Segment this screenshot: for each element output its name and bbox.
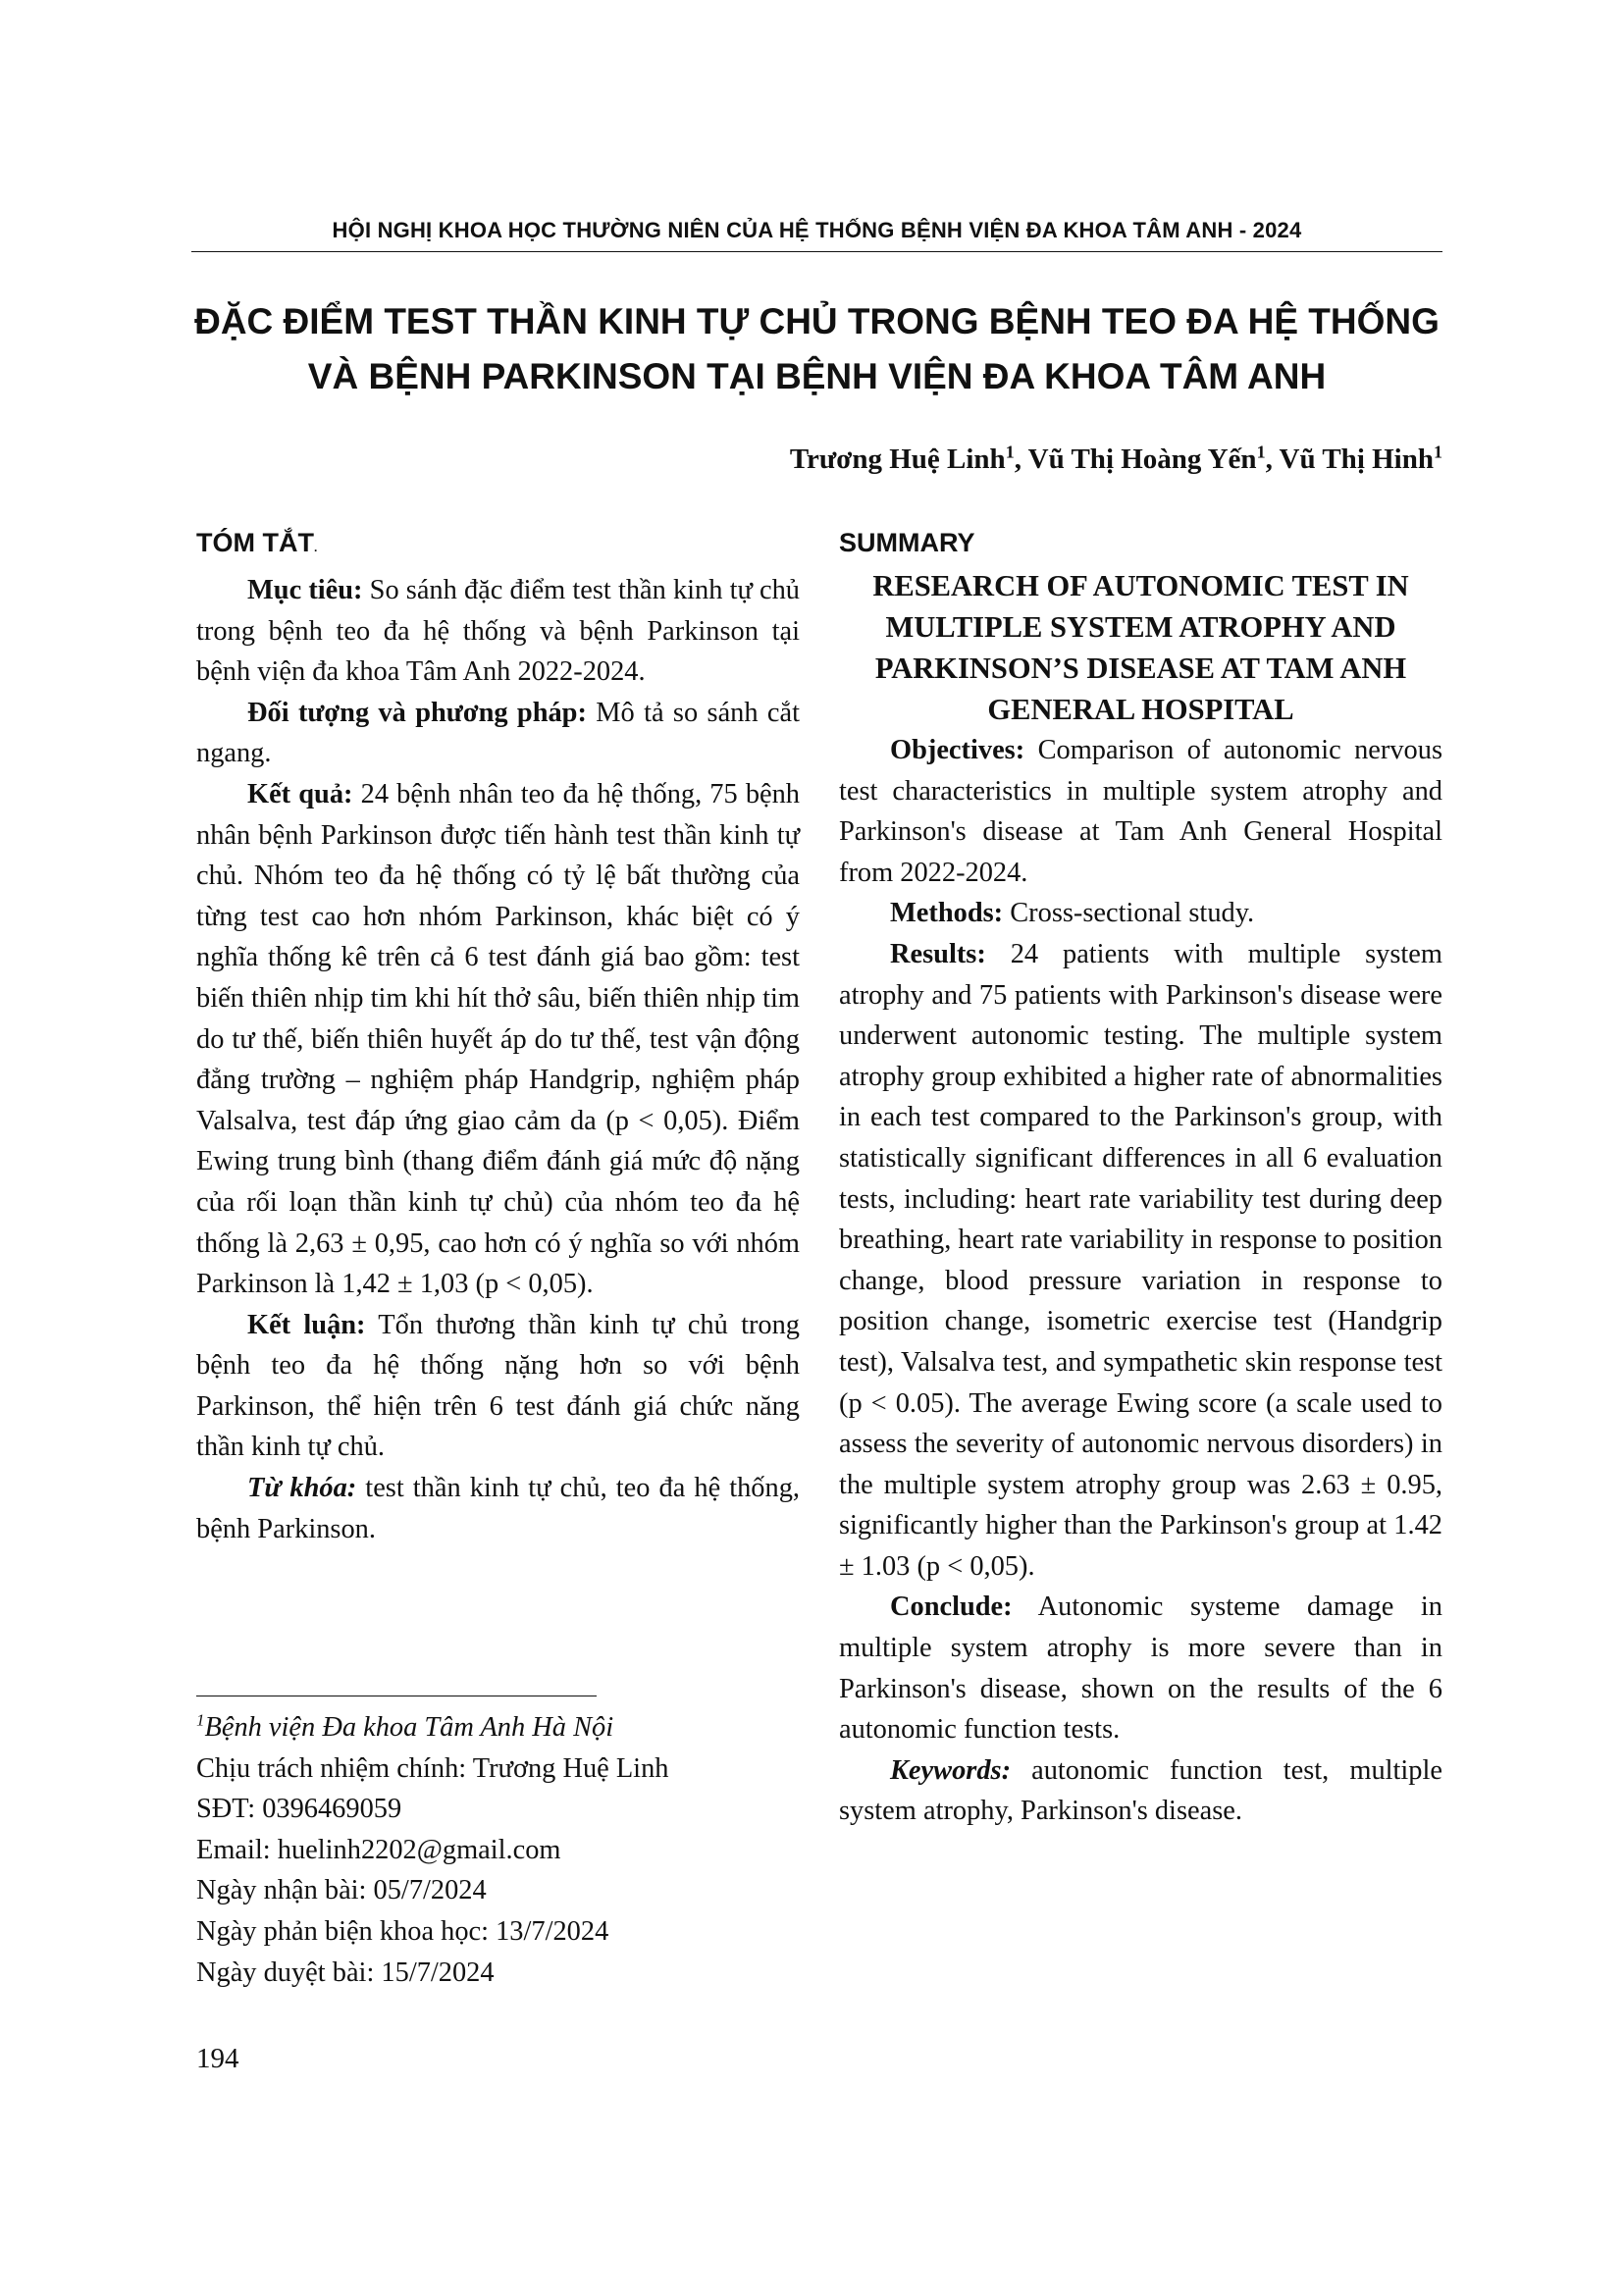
vietnamese-abstract bbox=[196, 520, 800, 1549]
vi-conclusion-label: Kết luận: bbox=[247, 1309, 366, 1340]
vi-keywords-paragraph bbox=[196, 1468, 800, 1549]
en-methods-paragraph bbox=[839, 893, 1442, 934]
vi-results-text: 24 bệnh nhân teo đa hệ thống, 75 bệnh nhân bệnh Parkinson được tiến hành test thần kinh tự chủ. Nhóm teo đa hệ thống có tỷ lệ bất thường của từng test cao hơn nhóm Parkinson, khác biệt có ý nghĩa thống kê trên cả 6 test đánh giá bao gồm: test biến thiên nhịp tim khi hít thở sâu, biến thiên nhịp tim do tư thế, biến thiên huyết áp do tư thế, test vận động đẳng trường – nghiệm pháp Handgrip, nghiệm pháp Valsalva, test đáp ứng giao cảm da (p < 0,05). Điểm Ewing trung bình (thang điểm đánh giá mức độ nặng của rối loạn thần kinh tự chủ) của nhóm teo đa hệ thống là 2,63 ± 0,95, cao hơn có ý nghĩa so với nhóm Parkinson là 1,42 ± 1,03 (p < 0,05). bbox=[196, 778, 801, 1300]
footnote-affiliation bbox=[196, 1707, 805, 1748]
author-1: Trương Huệ Linh bbox=[789, 444, 1006, 475]
vi-results-paragraph bbox=[196, 774, 800, 1305]
footnote-review-date: Ngày phản biện khoa học: 13/7/2024 bbox=[196, 1915, 609, 1947]
en-methods-label: Methods: bbox=[890, 898, 1004, 929]
en-title-line: GENERAL HOSPITAL bbox=[987, 693, 1294, 726]
en-title-line: RESEARCH OF AUTONOMIC TEST IN bbox=[872, 569, 1409, 602]
en-abstract-heading: SUMMARY bbox=[839, 528, 975, 557]
en-conclude-paragraph bbox=[839, 1587, 1442, 1749]
en-title-line: PARKINSON’S DISEASE AT TAM ANH bbox=[874, 652, 1407, 685]
author-3-affil: 1 bbox=[1434, 442, 1442, 462]
title-line-2: VÀ BỆNH PARKINSON TẠI BỆNH VIỆN ĐA KHOA TÂM ANH bbox=[307, 356, 1327, 396]
en-article-title bbox=[839, 565, 1442, 730]
footnote-received-date: Ngày nhận bài: 05/7/2024 bbox=[196, 1875, 487, 1906]
page-number: 194 bbox=[196, 2043, 239, 2074]
footnote-accepted-date: Ngày duyệt bài: 15/7/2024 bbox=[196, 1957, 495, 1988]
en-results-paragraph bbox=[839, 934, 1442, 1588]
author-separator: , bbox=[1265, 444, 1280, 475]
en-objectives-paragraph bbox=[839, 730, 1442, 893]
running-header: HỘI NGHỊ KHOA HỌC THƯỜNG NIÊN CỦA HỆ THỐNG BỆNH VIỆN ĐA KHOA TÂM ANH - 2024 bbox=[332, 218, 1302, 242]
affiliation-mark: 1 bbox=[196, 1710, 205, 1730]
vi-objective-text: So sánh đặc điểm test thần kinh tự chủ trong bệnh teo đa hệ thống và bệnh Parkinson tại bệnh viện đa khoa Tâm Anh 2022-2024. bbox=[196, 575, 800, 688]
en-title-line: MULTIPLE SYSTEM ATROPHY AND bbox=[885, 610, 1396, 644]
vi-keywords-text: test thần kinh tự chủ, teo đa hệ thống, bệnh Parkinson. bbox=[196, 1473, 800, 1544]
affiliation-text: Bệnh viện Đa khoa Tâm Anh Hà Nội bbox=[204, 1712, 614, 1743]
en-keywords-label: Keywords: bbox=[890, 1754, 1012, 1786]
en-objectives-text: Comparison of autonomic nervous test characteristics in multiple system atrophy and Parkinson's disease at Tam Anh General Hospital from 2022-2024. bbox=[839, 735, 1442, 888]
vi-results-label: Kết quả: bbox=[247, 778, 353, 809]
footnote-phone: SĐT: 0396469059 bbox=[196, 1794, 402, 1825]
author-2: Vũ Thị Hoàng Yến bbox=[1027, 444, 1257, 475]
en-conclude-text: Autonomic systeme damage in multiple system atrophy is more severe than in Parkinson's disease, shown on the results of the 6 autonomic function tests. bbox=[839, 1592, 1442, 1746]
vi-heading-text: TÓM TẮT bbox=[196, 528, 314, 557]
vi-methods-text: Mô tả so sánh cắt ngang. bbox=[196, 697, 801, 769]
footnote-email: Email: huelinh2202@gmail.com bbox=[196, 1834, 561, 1865]
en-objectives-label: Objectives: bbox=[890, 735, 1025, 765]
article-title bbox=[191, 294, 1442, 404]
author-2-affil: 1 bbox=[1256, 442, 1266, 462]
en-keywords-text: autonomic function test, multiple system atrophy, Parkinson's disease. bbox=[839, 1754, 1442, 1827]
footnotes bbox=[196, 1707, 805, 1993]
author-separator: , bbox=[1014, 444, 1028, 475]
vi-conclusion-text: Tổn thương thần kinh tự chủ trong bệnh teo đa hệ thống nặng hơn so với bệnh Parkinson, thể hiện trên 6 test đánh giá chức năng thần kinh tự chủ. bbox=[196, 1309, 801, 1463]
author-list bbox=[790, 444, 1442, 476]
vi-conclusion-paragraph bbox=[196, 1305, 800, 1468]
en-conclude-label: Conclude: bbox=[890, 1592, 1013, 1623]
author-1-affil: 1 bbox=[1005, 442, 1015, 462]
en-results-text: 24 patients with multiple system atrophy and 75 patients with Parkinson's disease were underwent autonomic testing. The multiple system atrophy group exhibited a higher rate of abnormalities in each test compared to the Parkinson's group, with statistically significant differences in all 6 evaluation tests, including: heart rate variability test during deep breathing, heart rate variability in response to position change, blood pressure variation in response to position change, isometric exercise test (Handgrip test), Valsalva test, and sympathetic skin response test (p < 0.05). The average Ewing score (a scale used to assess the severity of autonomic nervous disorders) in the multiple system atrophy group was 2.63 ± 0.95, significantly higher than the Parkinson's group at 1.42 ± 1.03 (p < 0,05). bbox=[839, 938, 1442, 1582]
vi-methods-label: Đối tượng và phương pháp: bbox=[247, 697, 587, 728]
vi-heading-dot: . bbox=[313, 541, 318, 554]
author-3: Vũ Thị Hinh bbox=[1279, 444, 1434, 475]
en-methods-text: Cross-sectional study. bbox=[1003, 898, 1255, 929]
en-results-label: Results: bbox=[890, 938, 986, 969]
vi-abstract-heading bbox=[196, 520, 800, 570]
header-rule bbox=[191, 251, 1442, 252]
vi-objective-label: Mục tiêu: bbox=[247, 575, 363, 605]
en-keywords-paragraph bbox=[839, 1750, 1442, 1832]
vi-methods-paragraph bbox=[196, 693, 800, 774]
vi-objective-paragraph bbox=[196, 570, 800, 693]
footnote-corresponding-author: Chịu trách nhiệm chính: Trương Huệ Linh bbox=[196, 1752, 669, 1784]
english-abstract bbox=[839, 520, 1442, 1832]
title-line-1: ĐẶC ĐIỂM TEST THẦN KINH TỰ CHỦ TRONG BỆNH TEO ĐA HỆ THỐNG bbox=[194, 301, 1440, 341]
vi-keywords-label: Từ khóa: bbox=[247, 1473, 357, 1504]
